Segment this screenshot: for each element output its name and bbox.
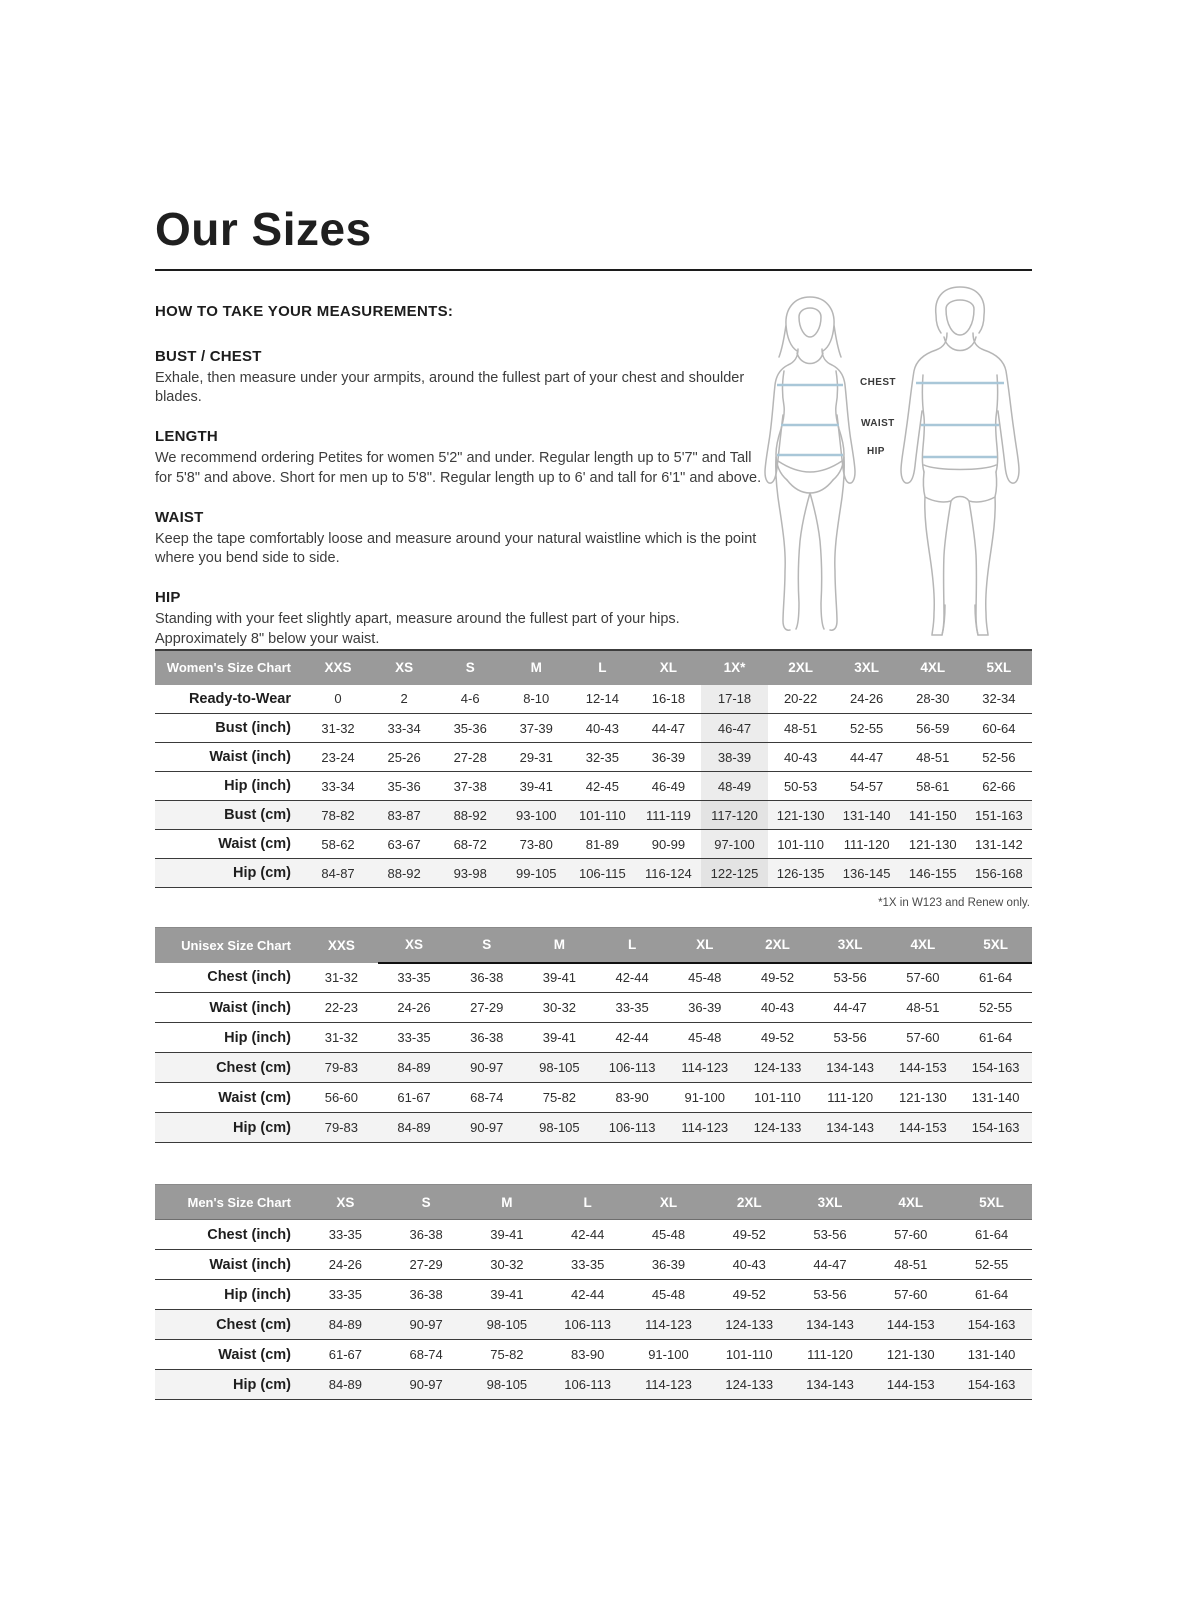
size-cell: 61-64 — [978, 1030, 1013, 1046]
size-cell: 111-120 — [827, 1090, 874, 1106]
title-divider — [155, 269, 1032, 271]
row-label: Waist (cm) — [218, 1346, 291, 1363]
size-cell: 31-32 — [321, 720, 355, 736]
column-header: S — [450, 928, 523, 963]
size-cell: 29-31 — [519, 749, 553, 765]
size-cell: 78-82 — [305, 801, 371, 830]
size-cell: 136-145 — [834, 859, 900, 888]
size-cell: 42-44 — [615, 1030, 649, 1046]
size-cell: 122-125 — [701, 859, 767, 888]
column-header: XS — [371, 650, 437, 685]
size-cell: 54-57 — [850, 778, 884, 794]
size-cell: 134-143 — [790, 1310, 871, 1340]
row-label: Hip (cm) — [155, 1113, 305, 1143]
size-cell: 32-35 — [585, 749, 619, 765]
size-cell: 97-100 — [701, 830, 767, 859]
size-cell: 48-49 — [701, 772, 767, 801]
size-cell: 121-130 — [908, 836, 957, 852]
size-cell: 79-83 — [305, 1053, 378, 1083]
size-cell: 68-72 — [453, 836, 487, 852]
size-cell: 40-43 — [732, 1257, 766, 1273]
size-cell: 2 — [400, 691, 408, 707]
size-cell: 33-34 — [321, 778, 355, 794]
size-cell: 50-53 — [783, 778, 818, 794]
column-header: 3XL — [834, 650, 900, 685]
womens-size-chart — [155, 649, 1032, 910]
size-cell: 53-56 — [833, 1030, 867, 1046]
column-header: M — [467, 1185, 548, 1220]
table-row — [155, 1083, 1032, 1113]
size-cell: 88-92 — [371, 859, 437, 888]
table-row — [155, 1113, 1032, 1143]
size-cell: 90-99 — [651, 836, 686, 852]
table-row — [155, 993, 1032, 1023]
row-label: Hip (inch) — [224, 778, 291, 795]
size-cell: 90-97 — [386, 1310, 467, 1340]
size-cell: 36-38 — [409, 1287, 443, 1303]
size-cell: 39-41 — [542, 1030, 577, 1046]
table-row — [155, 830, 1032, 859]
row-label: Waist (cm) — [218, 1089, 291, 1106]
size-cell: 62-66 — [982, 778, 1016, 794]
size-cell: 98-105 — [523, 1113, 596, 1143]
size-cell: 101-110 — [754, 1090, 801, 1106]
size-cell: 40-43 — [783, 749, 818, 765]
size-cell: 48-51 — [894, 1257, 928, 1273]
size-cell: 111-119 — [635, 801, 701, 830]
size-cell: 33-35 — [328, 1287, 362, 1303]
size-cell: 31-32 — [324, 1030, 358, 1046]
size-cell: 124-133 — [741, 1053, 814, 1083]
size-cell: 30-32 — [490, 1257, 524, 1273]
size-cell: 49-52 — [760, 970, 795, 986]
column-header: XL — [668, 928, 741, 963]
size-cell: 23-24 — [321, 749, 355, 765]
size-cell: 90-97 — [450, 1053, 523, 1083]
size-cell: 58-61 — [916, 778, 950, 794]
row-label: Bust (inch) — [215, 720, 291, 737]
size-cell: 32-34 — [982, 691, 1016, 707]
size-cell: 36-39 — [688, 1000, 722, 1016]
column-header: L — [547, 1185, 628, 1220]
size-cell: 49-52 — [732, 1227, 766, 1243]
table-row — [155, 1370, 1032, 1400]
size-cell: 124-133 — [709, 1370, 790, 1400]
unisex-size-chart — [155, 927, 1032, 1143]
section-title: BUST / CHEST — [155, 347, 262, 365]
column-header: 5XL — [959, 928, 1032, 963]
row-label: Waist (inch) — [209, 999, 291, 1016]
size-cell: 121-130 — [898, 1090, 947, 1106]
size-cell: 36-38 — [409, 1227, 443, 1243]
column-header: 4XL — [887, 928, 960, 963]
size-cell: 46-47 — [701, 714, 767, 743]
size-cell: 154-163 — [959, 1053, 1032, 1083]
column-header: M — [503, 650, 569, 685]
womens-size-table — [155, 649, 1032, 889]
size-cell: 25-26 — [387, 749, 421, 765]
size-cell: 52-55 — [850, 720, 884, 736]
row-label: Waist (inch) — [209, 749, 291, 766]
size-cell: 33-34 — [387, 720, 421, 736]
size-cell: 36-39 — [651, 1257, 686, 1273]
figure-label-waist: WAIST — [861, 417, 895, 429]
size-cell: 84-89 — [305, 1310, 386, 1340]
size-cell: 106-113 — [596, 1113, 669, 1143]
size-cell: 90-97 — [386, 1370, 467, 1400]
size-cell: 24-26 — [397, 1000, 431, 1016]
size-cell: 124-133 — [709, 1310, 790, 1340]
table-row — [155, 1280, 1032, 1310]
size-cell: 88-92 — [437, 801, 503, 830]
column-header: 1X* — [701, 650, 767, 685]
column-header: XS — [378, 928, 451, 963]
row-label: Chest (inch) — [207, 969, 291, 986]
column-header: XXS — [305, 650, 371, 685]
size-cell: 126-135 — [768, 859, 834, 888]
size-cell: 27-29 — [470, 1000, 504, 1016]
size-cell: 144-153 — [870, 1310, 951, 1340]
column-header: 2XL — [741, 928, 814, 963]
size-cell: 52-55 — [974, 1257, 1009, 1273]
size-cell: 111-120 — [843, 836, 890, 852]
table-row — [155, 801, 1032, 830]
size-cell: 39-41 — [542, 970, 577, 986]
size-cell: 40-43 — [760, 1000, 795, 1016]
size-cell: 144-153 — [870, 1370, 951, 1400]
size-cell: 17-18 — [701, 685, 767, 714]
column-header: S — [437, 650, 503, 685]
size-cell: 39-41 — [490, 1227, 524, 1243]
table-row — [155, 1023, 1032, 1053]
size-cell: 60-64 — [982, 720, 1016, 736]
size-cell: 68-74 — [470, 1090, 504, 1106]
size-cell: 39-41 — [519, 778, 553, 794]
row-label: Ready-to-Wear — [188, 690, 291, 707]
size-cell: 33-35 — [328, 1227, 362, 1243]
size-cell: 48-51 — [916, 749, 950, 765]
row-label: Hip (cm) — [155, 859, 305, 888]
table-title: Men's Size Chart — [155, 1185, 305, 1220]
size-cell: 49-52 — [732, 1287, 766, 1303]
size-cell: 151-163 — [966, 801, 1032, 830]
size-cell: 79-83 — [305, 1113, 378, 1143]
mens-size-chart — [155, 1184, 1032, 1400]
size-cell: 116-124 — [635, 859, 701, 888]
size-cell: 28-30 — [916, 691, 950, 707]
measurement-figures — [740, 279, 1040, 639]
size-cell: 48-51 — [783, 720, 818, 736]
size-cell: 44-47 — [833, 1000, 867, 1016]
size-cell: 8-10 — [523, 691, 550, 707]
size-cell: 35-36 — [387, 778, 421, 794]
size-cell: 42-44 — [615, 970, 649, 986]
figure-label-hip: HIP — [867, 445, 885, 457]
size-cell: 53-56 — [813, 1227, 847, 1243]
size-cell: 141-150 — [900, 801, 966, 830]
size-cell: 84-87 — [305, 859, 371, 888]
table-row — [155, 1053, 1032, 1083]
column-header: XL — [628, 1185, 709, 1220]
table-row — [155, 963, 1032, 993]
column-header: 3XL — [790, 1185, 871, 1220]
row-label: Hip (cm) — [155, 1370, 305, 1400]
column-header: L — [596, 928, 669, 963]
size-cell: 22-23 — [324, 1000, 358, 1016]
table-row — [155, 685, 1032, 714]
size-cell: 84-89 — [378, 1053, 451, 1083]
size-cell: 33-35 — [397, 970, 431, 986]
size-cell: 131-140 — [834, 801, 900, 830]
section-title: LENGTH — [155, 428, 218, 446]
size-cell: 114-123 — [628, 1310, 709, 1340]
size-cell: 106-113 — [547, 1310, 628, 1340]
size-cell: 61-64 — [978, 970, 1013, 986]
size-cell: 57-60 — [906, 970, 940, 986]
column-header: XL — [635, 650, 701, 685]
size-cell: 53-56 — [813, 1287, 847, 1303]
size-cell: 57-60 — [894, 1227, 928, 1243]
section-title: HIP — [155, 589, 181, 607]
size-cell: 68-74 — [409, 1347, 443, 1363]
size-cell: 75-82 — [490, 1347, 524, 1363]
size-cell: 93-98 — [437, 859, 503, 888]
table-title: Women's Size Chart — [155, 650, 305, 685]
size-cell: 44-47 — [813, 1257, 847, 1273]
column-header: 4XL — [900, 650, 966, 685]
size-cell: 63-67 — [387, 836, 421, 852]
size-cell: 124-133 — [741, 1113, 814, 1143]
size-cell: 83-90 — [571, 1347, 605, 1363]
column-header: 3XL — [814, 928, 887, 963]
table-row — [155, 1250, 1032, 1280]
size-cell: 38-39 — [701, 743, 767, 772]
womens-chart-footnote: *1X in W123 and Renew only. — [878, 897, 1030, 910]
section-bust-chest — [155, 348, 763, 408]
size-cell: 75-82 — [542, 1090, 577, 1106]
size-cell: 4-6 — [460, 691, 480, 707]
column-header: 5XL — [966, 650, 1032, 685]
size-cell: 45-48 — [651, 1227, 686, 1243]
row-label: Chest (cm) — [155, 1053, 305, 1083]
size-cell: 44-47 — [651, 720, 686, 736]
size-cell: 91-100 — [684, 1090, 726, 1106]
size-cell: 24-26 — [850, 691, 884, 707]
measurements-section — [155, 303, 1032, 649]
size-cell: 35-36 — [453, 720, 487, 736]
figure-label-chest: CHEST — [860, 376, 896, 388]
size-cell: 56-59 — [916, 720, 950, 736]
size-cell: 37-38 — [453, 778, 487, 794]
table-row — [155, 714, 1032, 743]
section-hip — [155, 589, 763, 649]
section-body: Standing with your feet slightly apart, measure around the fullest part of your hips. Approximately 8" below your waist. — [155, 611, 680, 647]
size-cell: 57-60 — [906, 1030, 940, 1046]
row-label: Chest (inch) — [207, 1226, 291, 1243]
size-cell: 83-87 — [371, 801, 437, 830]
size-cell: 42-44 — [571, 1287, 605, 1303]
table-row — [155, 859, 1032, 888]
column-header: 5XL — [951, 1185, 1032, 1220]
size-cell: 52-56 — [982, 749, 1016, 765]
column-header: 4XL — [870, 1185, 951, 1220]
table-row — [155, 1220, 1032, 1250]
size-cell: 48-51 — [906, 1000, 940, 1016]
size-cell: 61-67 — [397, 1090, 431, 1106]
measurement-instructions — [155, 303, 763, 649]
size-cell: 27-29 — [409, 1257, 443, 1273]
size-cell: 39-41 — [490, 1287, 524, 1303]
size-cell: 101-110 — [777, 836, 824, 852]
column-header: S — [386, 1185, 467, 1220]
size-cell: 73-80 — [519, 836, 553, 852]
row-label: Hip (inch) — [224, 1286, 291, 1303]
mens-size-table — [155, 1184, 1032, 1400]
size-charts — [155, 649, 1032, 1401]
size-cell: 36-38 — [470, 1030, 504, 1046]
table-row — [155, 772, 1032, 801]
row-label: Hip (inch) — [224, 1029, 291, 1046]
size-cell: 12-14 — [585, 691, 619, 707]
size-cell: 131-142 — [975, 836, 1023, 852]
table-row — [155, 743, 1032, 772]
size-cell: 99-105 — [503, 859, 569, 888]
size-cell: 36-39 — [651, 749, 686, 765]
size-cell: 81-89 — [585, 836, 619, 852]
column-header: 2XL — [709, 1185, 790, 1220]
size-cell: 57-60 — [894, 1287, 928, 1303]
table-row — [155, 1340, 1032, 1370]
size-cell: 24-26 — [328, 1257, 362, 1273]
size-cell: 58-62 — [321, 836, 355, 852]
size-cell: 91-100 — [648, 1347, 689, 1363]
size-cell: 134-143 — [814, 1113, 887, 1143]
size-cell: 36-38 — [470, 970, 504, 986]
size-cell: 44-47 — [850, 749, 884, 765]
size-cell: 114-123 — [668, 1113, 741, 1143]
instructions-heading: HOW TO TAKE YOUR MEASUREMENTS: — [155, 302, 454, 320]
size-cell: 134-143 — [790, 1370, 871, 1400]
size-cell: 56-60 — [324, 1090, 358, 1106]
size-cell: 37-39 — [519, 720, 553, 736]
column-header: XXS — [305, 928, 378, 963]
size-cell: 27-28 — [453, 749, 487, 765]
size-cell: 45-48 — [688, 970, 722, 986]
size-cell: 101-110 — [725, 1347, 773, 1363]
size-cell: 114-123 — [668, 1053, 741, 1083]
size-cell: 144-153 — [887, 1053, 960, 1083]
unisex-size-table — [155, 927, 1032, 1143]
size-cell: 106-115 — [569, 859, 635, 888]
row-label: Bust (cm) — [155, 801, 305, 830]
column-header: L — [569, 650, 635, 685]
size-cell: 98-105 — [467, 1310, 548, 1340]
size-cell: 45-48 — [651, 1287, 686, 1303]
size-cell: 111-120 — [807, 1347, 853, 1363]
column-header: XS — [305, 1185, 386, 1220]
size-cell: 106-113 — [547, 1370, 628, 1400]
header-row — [155, 928, 1032, 963]
size-cell: 16-18 — [651, 691, 686, 707]
size-cell: 33-35 — [571, 1257, 605, 1273]
size-cell: 93-100 — [503, 801, 569, 830]
size-cell: 121-130 — [886, 1347, 935, 1363]
row-label: Waist (inch) — [209, 1256, 291, 1273]
size-cell: 42-45 — [585, 778, 619, 794]
size-cell: 20-22 — [783, 691, 818, 707]
size-cell: 154-163 — [951, 1310, 1032, 1340]
size-cell: 154-163 — [951, 1370, 1032, 1400]
section-length — [155, 428, 763, 488]
size-cell: 146-155 — [900, 859, 966, 888]
body-silhouettes-illustration — [740, 279, 1040, 639]
size-cell: 61-64 — [974, 1227, 1009, 1243]
size-cell: 0 — [334, 691, 342, 707]
header-row — [155, 650, 1032, 685]
section-title: WAIST — [155, 508, 204, 526]
section-waist — [155, 509, 763, 569]
size-cell: 45-48 — [688, 1030, 722, 1046]
section-body: Keep the tape comfortably loose and measure around your natural waistline which is the point where you bend side to side. — [155, 530, 757, 567]
size-cell: 144-153 — [887, 1113, 960, 1143]
size-cell: 30-32 — [542, 1000, 577, 1016]
size-cell: 61-64 — [974, 1287, 1009, 1303]
column-header: M — [523, 928, 596, 963]
page-title: Our Sizes — [155, 203, 372, 255]
size-cell: 90-97 — [450, 1113, 523, 1143]
size-cell: 31-32 — [324, 969, 358, 985]
size-cell: 121-130 — [768, 801, 834, 830]
section-body: Exhale, then measure under your armpits, around the fullest part of your chest and shoulder blades. — [155, 369, 745, 405]
size-cell: 134-143 — [814, 1053, 887, 1083]
row-label: Waist (cm) — [218, 836, 291, 853]
section-body: We recommend ordering Petites for women 5'2" and under. Regular length up to 5'7" and Tall for 5'8" and above. Short for men up to 5'8". Regular length up to 6' and tall for 6'1" and above. — [155, 450, 762, 486]
size-cell: 131-140 — [971, 1090, 1020, 1106]
size-cell: 49-52 — [760, 1030, 795, 1046]
size-cell: 84-89 — [305, 1370, 386, 1400]
size-cell: 33-35 — [397, 1030, 431, 1046]
size-cell: 84-89 — [378, 1113, 451, 1143]
table-title: Unisex Size Chart — [155, 928, 305, 963]
size-cell: 154-163 — [959, 1113, 1032, 1143]
size-cell: 53-56 — [833, 970, 867, 986]
size-cell: 156-168 — [966, 859, 1032, 888]
size-cell: 83-90 — [615, 1090, 649, 1106]
table-row — [155, 1310, 1032, 1340]
size-cell: 40-43 — [585, 720, 619, 736]
size-cell: 106-113 — [596, 1053, 669, 1083]
size-cell: 131-140 — [967, 1347, 1016, 1363]
size-cell: 42-44 — [571, 1227, 605, 1243]
size-cell: 98-105 — [523, 1053, 596, 1083]
size-cell: 61-67 — [328, 1347, 362, 1363]
column-header: 2XL — [768, 650, 834, 685]
row-label: Chest (cm) — [155, 1310, 305, 1340]
size-cell: 98-105 — [467, 1370, 548, 1400]
size-cell: 101-110 — [569, 801, 635, 830]
size-cell: 46-49 — [651, 778, 686, 794]
size-cell: 52-55 — [978, 1000, 1013, 1016]
size-cell: 33-35 — [615, 1000, 649, 1016]
size-cell: 117-120 — [701, 801, 767, 830]
header-row — [155, 1185, 1032, 1220]
size-cell: 114-123 — [628, 1370, 709, 1400]
